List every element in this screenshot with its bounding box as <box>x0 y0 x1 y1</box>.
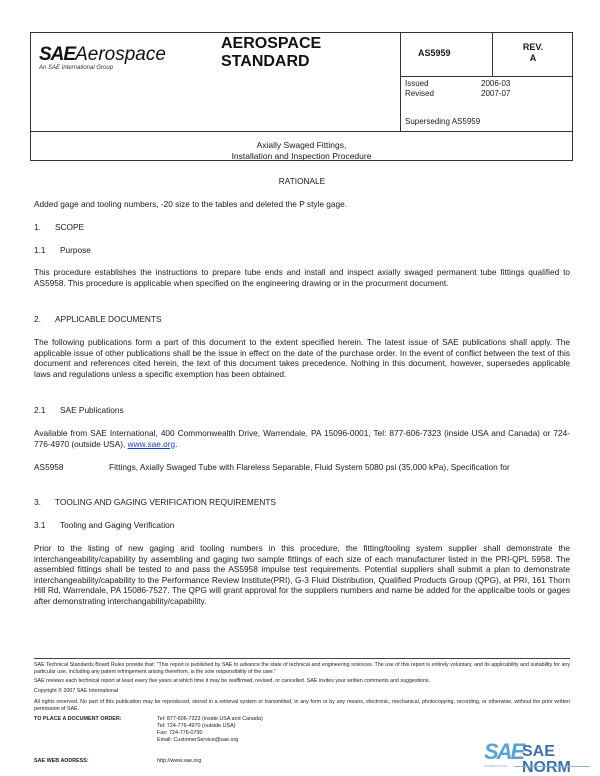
watermark-norm-text: SAE NORM <box>522 743 571 776</box>
section-number: 2. <box>34 314 41 324</box>
standard-title <box>221 35 321 71</box>
copyright-text: Copyright © 2007 SAE International <box>34 688 118 694</box>
section-title: APPLICABLE DOCUMENTS <box>55 314 162 324</box>
watermark-sae-mark: SAE <box>484 739 524 764</box>
sae-norm-watermark-logo <box>484 739 594 776</box>
order-line-email: Email: CustomerService@sae.org <box>157 737 239 743</box>
section-number: 1. <box>34 222 41 232</box>
rationale-title: RATIONALE <box>278 176 326 186</box>
footer-divider <box>34 658 570 659</box>
section-2-text: The following publications form a part of this document to the extent specified herein. The latest issue of SAE publications shall apply. The applicable issue of other publications shall be the issue in effect on the date of the purchase order. In the event of conflict between the text of this document and references cited herein, the text of this document takes precedence. Nothing in this document, however, supersedes applicable laws and regulations unless a specific exemption has been obtained. <box>34 337 570 379</box>
revised-row <box>405 89 510 99</box>
section-3-1-text: Prior to the listing of new gaging and tooling numbers in this procedure, the fitting/tooling system supplier shall demonstrate the interchangeability/capability by assembling and gaging two sample fittings of each size of each manufacturer listed in the PRI-QPL 5958. The assembled fittings shall be tested to and pass the AS5958 impulse test requirements. Potential suppliers shall submit a plan to demonstrate interchangeability/capability to the Performance Review Institute(PRI), G-3 Fluid Distribution, Qualified Products Group (QPG), at PRI, 161 Thorn Hill Rd, Warrendale, PA 15086-7527. The QPG will grant approval for the suppliers numbers and name be added for the applicalbe tools or gages after demonstrating interchangability/capability. <box>34 543 570 606</box>
revised-value: 2007-07 <box>481 89 511 98</box>
section-number: 3. <box>34 497 41 507</box>
board-rules-text: SAE Technical Standards Board Rules provide that: "This report is published by SAE to advance the state of technical and engineering sciences. The use of this report is entirely voluntary, and its applicability and suitability for any particular use, including any patent infringement arising therefrom, is the sole responsibility of the user." <box>34 662 570 675</box>
section-3-1-heading <box>34 520 174 530</box>
standard-title-line2: STANDARD <box>221 53 310 70</box>
superseding-note: Superseding AS5959 <box>405 117 481 126</box>
subtitle-line2: Installation and Inspection Procedure <box>231 151 372 161</box>
section-2-heading <box>34 314 162 324</box>
document-subtitle <box>31 131 572 162</box>
reference-description: Fittings, Axially Swaged Tube with Flareless Separable, Fluid System 5080 psi (35,000 kPa), Specification for <box>109 462 510 472</box>
section-2-1-text <box>34 428 570 449</box>
section-1-1-heading <box>34 245 91 255</box>
document-number: AS5959 <box>418 48 451 58</box>
issued-row <box>405 79 510 89</box>
section-2-1-heading <box>34 405 124 415</box>
order-line-fax: Fax: 724-776-0790 <box>157 730 203 736</box>
section-title: Purpose <box>60 245 91 255</box>
section-title: TOOLING AND GAGING VERIFICATION REQUIREMENTS <box>55 497 276 507</box>
rev-label: REV. <box>522 42 544 52</box>
web-address-value[interactable]: http://www.sae.org <box>157 758 202 764</box>
section-number: 1.1 <box>34 245 46 255</box>
section-title: Tooling and Gaging Verification <box>60 520 175 530</box>
subtitle-line1: Axially Swaged Fittings, <box>256 140 347 150</box>
review-text: SAE reviews each technical report at least every five years at which time it may be reaffirmed, revised, or cancelled. SAE invites your written comments and suggestions. <box>34 678 431 684</box>
logo-sae: SAE <box>39 44 76 65</box>
rev-value: A <box>529 53 537 63</box>
revision-cell <box>492 33 573 77</box>
watermark-international: INTERNATIONAL <box>484 764 508 768</box>
section-1-heading <box>34 222 84 232</box>
section-1-1-text: This procedure establishes the instructions to prepare tube ends and install and inspect axially swaged permanent tube fittings qualified to AS5958. This procedure is applicable when specified on the engineering drawing or in the procurment document. <box>34 267 570 288</box>
issued-value: 2006-03 <box>481 79 511 88</box>
order-contacts <box>157 716 263 744</box>
standard-title-line1: AEROSPACE <box>221 35 322 52</box>
section-title: SCOPE <box>55 222 85 232</box>
logo-subtitle: An SAE International Group <box>39 65 114 71</box>
rationale-text: Added gage and tooling numbers, -20 size to the tables and deleted the P style gage. <box>34 199 348 209</box>
sae-website-link[interactable]: www.sae.org <box>127 438 176 449</box>
sae-aerospace-logo <box>39 45 166 71</box>
section-number: 3.1 <box>34 520 46 530</box>
period: . <box>175 438 178 449</box>
section-number: 2.1 <box>34 405 46 415</box>
order-label: TO PLACE A DOCUMENT ORDER: <box>34 716 122 722</box>
section-title: SAE Publications <box>60 405 124 415</box>
watermark-rule <box>514 766 590 767</box>
order-line-tel-outside: Tel: 724-776-4970 (outside USA) <box>157 723 236 729</box>
revised-label: Revised <box>405 89 434 98</box>
reference-entry <box>34 462 570 473</box>
section-3-heading <box>34 497 276 507</box>
web-address-label: SAE WEB ADDRESS: <box>34 758 89 764</box>
issued-label: Issued <box>405 79 429 88</box>
order-line-tel-inside: Tel: 877-606-7323 (inside USA and Canada) <box>157 716 263 722</box>
reference-code: AS5958 <box>34 462 64 472</box>
header-top-row <box>31 33 572 132</box>
availability-text: Available from SAE International, 400 Commonwealth Drive, Warrendale, PA 15096-0001, Tel: 877-606-7323 (inside USA and Canada) or 724-776-4970 (outside USA), <box>34 428 570 449</box>
document-number-cell <box>400 33 492 77</box>
rights-text: All rights reserved. No part of this publication may be reproduced, stored in a retrieval system or transmitted, in any form or by any means, electronic, mechanical, photocopying, recording, or otherwise, without the prior written permission of SAE. <box>34 699 570 712</box>
document-header <box>30 32 573 161</box>
dates-cell <box>400 77 573 131</box>
logo-aerospace: Aerospace <box>75 44 166 65</box>
